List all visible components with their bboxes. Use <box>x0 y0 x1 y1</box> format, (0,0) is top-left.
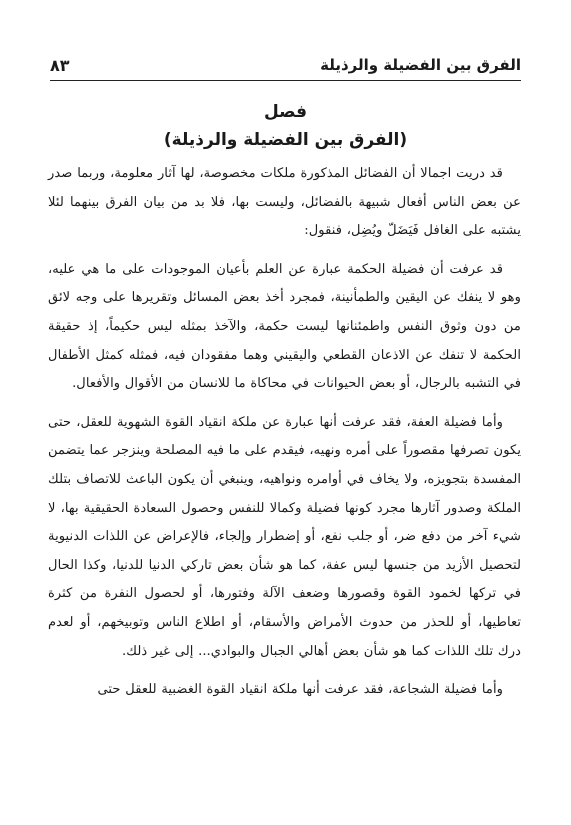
section-label: فصل <box>263 102 308 122</box>
paragraph-chastity: وأما فضيلة العفة، فقد عرفت أنها عبارة عن ملكة انقياد القوة الشهوية للعقل، حتى يكون تصرفها مقصوراً على أمره ونهيه، فيقدم على ما فيه المصلحة وينزجر عما يتضمن المفسدة بتجويزه، ولا يخاف في أوامره ونواهيه، وينبغي أن يكون الباعث للاتصاف بتلك الملكة وصدور آثارها مجرد كونها فضيلة وكمالا للنفس وحصول السعادة الحقيقية بها، لا شيء آخر من دفع ضر، أو جلب نفع، أو إضطرار وإلجاء، فالإعراض عن اللذات الدنيوية لتحصيل الأزيد من جنسها ليس عفة، كما هو شأن بعض تاركي الدنيا للدنيا، وكذا الحال في تركها لخمود القوة وقصورها وضعف الآلة وفتورها، أو لحصول النفرة من كثرة تعاطيها، أو للحذر من حدوث الأمراض والأسقام، أو اطلاع الناس وتوبيخهم، أو لعدم درك تلك اللذات كما هو شأن بعض أهالي الجبال والبوادي... إلى غير ذلك. <box>48 414 521 659</box>
running-title: الفرق بين الفضيلة والرذيلة <box>320 56 521 74</box>
running-header <box>50 54 521 81</box>
paragraph-intro: قد دريت اجمالا أن الفضائل المذكورة ملكات مخصوصة، لها آثار معلومة، وربما صدر عن بعض الناس أفعال شبيهة بالفضائل، وليست بها، فلا بد من بيان الفرق بينهما لئلا يشتبه على الغافل فَيَضَلّ ويُضِل، فنقول: <box>48 166 521 239</box>
body-text <box>48 160 521 705</box>
paragraph-wisdom: قد عرفت أن فضيلة الحكمة عبارة عن العلم بأعيان الموجودات على ما هي عليه، وهو لا ينفك عن اليقين والطمأنينة، فمجرد أخذ بعض المسائل وتقريرها على وجه لائق من دون وثوق النفس واطمئنانها ليست حكمة، والآخذ بمثله ليس حكيماً، إذ حقيقة الحكمة لا تنفك عن الاذعان القطعي واليقيني وهما مفقودان فيه، فمثله كمثل الأطفال في التشبه بالرجال، أو بعض الحيوانات في محاكاة ما للانسان من الأقوال والأفعال. <box>48 261 521 392</box>
page-number: ٨٣ <box>50 56 70 75</box>
paragraph-courage: وأما فضيلة الشجاعة، فقد عرفت أنها ملكة انقياد القوة الغضبية للعقل حتى <box>97 682 503 698</box>
section-title: (الفرق بين الفضيلة والرذيلة) <box>163 130 408 150</box>
